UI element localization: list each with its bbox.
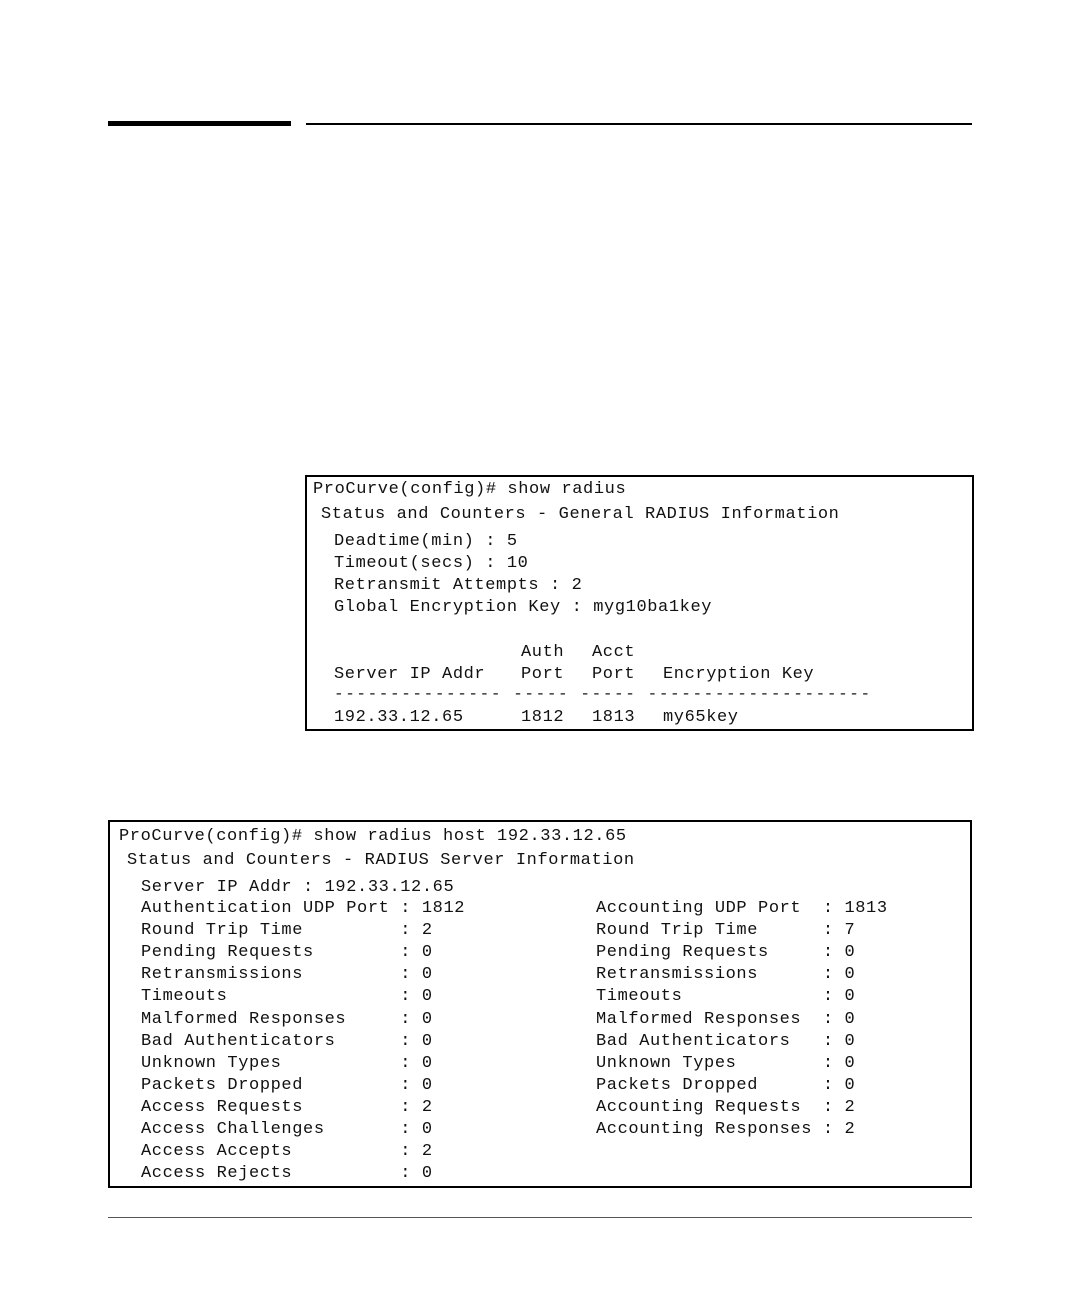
acct-counter-line: Round Trip Time : 7 [596,921,856,941]
table-cell-encryption-key: my65key [663,708,739,727]
column-header-server-ip: Server IP Addr [334,665,486,684]
auth-counter-line: Timeouts : 0 [141,987,433,1007]
auth-counter-line: Round Trip Time : 2 [141,921,433,941]
footer-rule [108,1217,972,1218]
show-radius-output [305,475,974,731]
deadtime-line: Deadtime(min) : 5 [334,532,518,551]
acct-counter-line: Accounting Responses : 2 [596,1120,856,1139]
auth-counter-line: Access Challenges : 0 [141,1120,433,1139]
acct-counter-line: Unknown Types : 0 [596,1053,856,1073]
auth-counter-line: Bad Authenticators : 0 [141,1031,433,1051]
output-heading: Status and Counters - RADIUS Server Information [127,851,635,870]
column-header-auth: Auth [521,643,565,662]
auth-counter-line: Retransmissions : 0 [141,965,433,985]
retransmit-line: Retransmit Attempts : 2 [334,576,583,595]
table-cell-acct-port: 1813 [592,708,636,727]
timeout-line: Timeout(secs) : 10 [334,554,529,573]
header-rule-thick [108,121,291,126]
column-header-encryption-key: Encryption Key [663,665,815,684]
acct-counter-line: Timeouts : 0 [596,987,856,1007]
column-header-auth-port: Port [521,665,565,684]
acct-counter-line: Retransmissions : 0 [596,965,856,985]
auth-counter-line: Unknown Types : 0 [141,1053,433,1073]
acct-counter-line: Malformed Responses : 0 [596,1009,856,1029]
column-header-acct-port: Port [592,665,636,684]
acct-counter-line: Bad Authenticators : 0 [596,1031,856,1051]
auth-counter-line: Access Requests : 2 [141,1097,433,1117]
show-radius-host-output [108,820,972,1188]
table-cell-auth-port: 1812 [521,708,565,727]
auth-counter-line: Access Accepts : 2 [141,1142,433,1162]
header-rule-thin [306,123,972,125]
command-line: ProCurve(config)# show radius [313,480,627,499]
server-ip-line: Server IP Addr : 192.33.12.65 [141,878,455,897]
global-key-line: Global Encryption Key : myg10ba1key [334,598,713,617]
table-divider: --------------- ----- ----- -------------------- [334,685,872,703]
auth-counter-line: Pending Requests : 0 [141,943,433,963]
auth-counter-line: Malformed Responses : 0 [141,1009,433,1029]
auth-counter-line: Access Rejects : 0 [141,1164,433,1184]
auth-counter-line: Authentication UDP Port : 1812 [141,899,466,918]
column-header-acct: Acct [592,643,636,662]
acct-counter-line: Packets Dropped : 0 [596,1075,856,1095]
auth-counter-line: Packets Dropped : 0 [141,1075,433,1095]
output-heading: Status and Counters - General RADIUS Information [321,505,840,524]
table-cell-server-ip: 192.33.12.65 [334,708,464,727]
acct-counter-line: Accounting Requests : 2 [596,1097,856,1117]
command-line: ProCurve(config)# show radius host 192.33.12.65 [119,827,627,846]
acct-counter-line: Pending Requests : 0 [596,943,856,963]
acct-counter-line: Accounting UDP Port : 1813 [596,899,888,918]
